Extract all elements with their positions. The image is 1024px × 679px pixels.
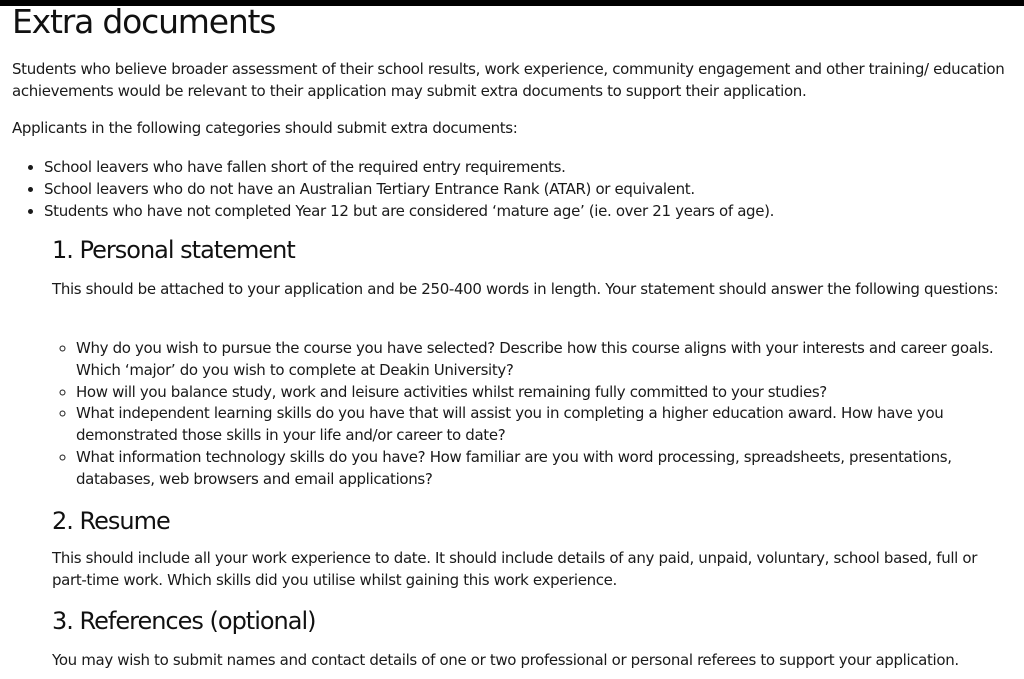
- questions-list: [52, 338, 1012, 491]
- section-heading: 1. Personal statement: [52, 236, 295, 264]
- list-item: • School leavers who have fallen short of the required entry requirements.: [44, 156, 1012, 178]
- section-personal-statement-body: [52, 279, 1012, 301]
- section-body: This should be attached to your application and be 250-400 words in length. Your statement should answer the following questions:: [52, 280, 999, 298]
- section-body: You may wish to submit names and contact details of one or two professional or personal referees to support your application.: [52, 651, 959, 669]
- section-references-body: [52, 650, 1012, 672]
- intro-paragraph: Students who believe broader assessment of their school results, work experience, community engagement and other training/ education achievements would be relevant to their application may submit extra documents to support their application.: [12, 60, 1005, 100]
- list-item: ◦ How will you balance study, work and leisure activities whilst remaining fully committed to your studies?: [76, 382, 1012, 404]
- intro-block: [12, 59, 1012, 222]
- section-heading: 3. References (optional): [52, 607, 316, 635]
- page-title: Extra documents: [12, 2, 276, 41]
- section-resume-body: [52, 548, 1012, 592]
- section-personal-statement: [52, 236, 1012, 264]
- list-item: ◦ What information technology skills do you have? How familiar are you with word processing, spreadsheets, presentations, databases, web browsers and email applications?: [76, 447, 1012, 491]
- categories-lead: Applicants in the following categories should submit extra documents:: [12, 119, 518, 137]
- categories-list: [12, 156, 1012, 222]
- list-item: ◦ Why do you wish to pursue the course you have selected? Describe how this course aligns with your interests and career goals. Which ‘major’ do you wish to complete at Deakin University?: [76, 338, 1012, 382]
- section-resume: [52, 507, 1012, 535]
- section-body: This should include all your work experience to date. It should include details of any paid, unpaid, voluntary, school based, full or part-time work. Which skills did you utilise whilst gaining this work experience.: [52, 549, 978, 589]
- questions-block: [52, 338, 1012, 491]
- list-item: ◦ What independent learning skills do you have that will assist you in completing a higher education award. How have you demonstrated those skills in your life and/or career to date?: [76, 403, 1012, 447]
- list-item: • School leavers who do not have an Australian Tertiary Entrance Rank (ATAR) or equivalent.: [44, 178, 1012, 200]
- section-heading: 2. Resume: [52, 507, 170, 535]
- list-item: • Students who have not completed Year 12 but are considered ‘mature age’ (ie. over 21 years of age).: [44, 200, 1012, 222]
- section-references: [52, 607, 1012, 635]
